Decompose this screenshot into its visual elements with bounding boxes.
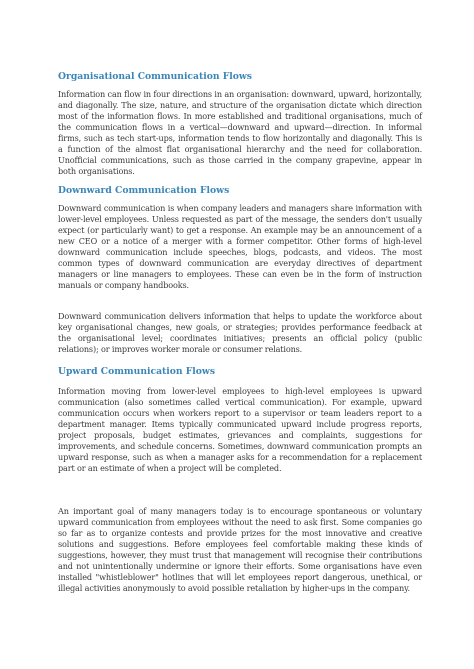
paragraph-organisational-overview: Information can flow in four directions in an organisation: downward, upward, horizontally, and diagonally. The size, nature, and structure of the organisation dictate which direction most of the information flows. In more established and traditional organisations, much of the communication flows in a vertical—downward and upward—direction. In informal firms, such as tech start-ups, information tends to flow horizontally and diagonally. This is a function of the almost flat organisational hierarchy and the need for collaboration. Unofficial communications, such as those carried in the company grapevine, appear in both organisations. <box>58 89 423 176</box>
paragraph-downward-definition: Downward communication is when company leaders and managers share information with lower-level employees. Unless requested as part of the message, the senders don't usually expect (or particularly want) to get a response. An example may be an announcement of a new CEO or a notice of a merger with a former competitor. Other forms of high-level downward communication include speeches, blogs, podcasts, and videos. The most common types of downward communication are everyday directives of department managers or line managers to employees. These can even be in the form of instruction manuals or company handbooks. <box>58 203 422 290</box>
section-heading-organisational-communication-flows: Organisational Communication Flows <box>58 71 252 82</box>
paragraph-upward-definition: Information moving from lower-level employees to high-level employees is upward communication (also sometimes called vertical communication). For example, upward communication occurs when workers report to a supervisor or team leaders report to a department manager. Items typically communicated upward include progress reports, project proposals, budget estimates, grievances and complaints, suggestions for improvements, and schedule concerns. Sometimes, downward communication prompts an upward response, such as when a manager asks for a recommendation for a replacement part or an estimate of when a project will be completed. <box>58 386 422 473</box>
paragraph-upward-encouragement: An important goal of many managers today is to encourage spontaneous or voluntary upward communication from employees without the need to ask first. Some companies go so far as to organize contests and provide prizes for the most innovative and creative solutions and suggestions. Before employees feel comfortable making these kinds of suggestions, however, they must trust that management will recognise their contributions and not unintentionally undermine or ignore their efforts. Some organisations have even installed "whistleblower" hotlines that will let employees report dangerous, unethical, or illegal activities anonymously to avoid possible retaliation by higher-ups in the company. <box>58 506 422 593</box>
section-heading-downward-communication-flows: Downward Communication Flows <box>58 185 230 196</box>
paragraph-downward-purpose: Downward communication delivers information that helps to update the workforce about key organisational changes, new goals, or strategies; provides performance feedback at the organisational level; coordinates initiatives; presents an official policy (public relations); or improves worker morale or consumer relations. <box>58 311 422 354</box>
section-heading-upward-communication-flows: Upward Communication Flows <box>58 366 216 377</box>
